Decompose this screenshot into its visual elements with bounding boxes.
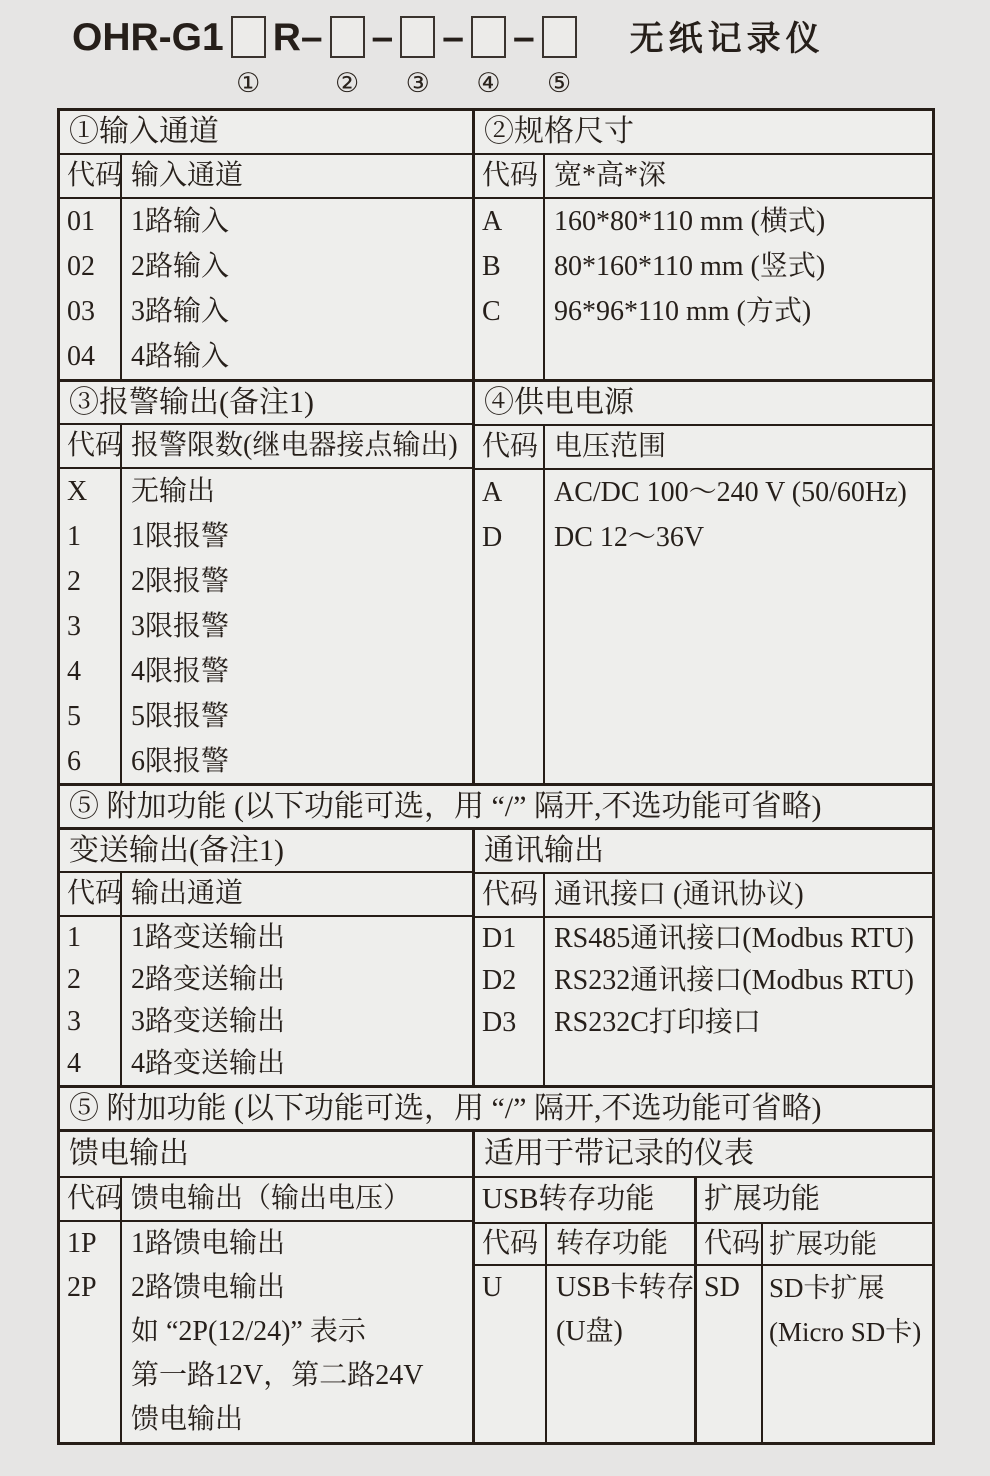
section-comm-output	[475, 830, 932, 1085]
record-models-columns	[475, 1178, 932, 1442]
desc-cell: USB卡转存	[556, 1272, 694, 1303]
column-header-desc: 扩展功能	[769, 1229, 877, 1259]
section-subheader	[475, 155, 932, 199]
section-subheader	[60, 873, 472, 917]
section-body	[475, 918, 932, 1085]
column-header-code: 代码	[475, 874, 545, 916]
code-cell: D	[482, 522, 503, 553]
band-feed-record	[60, 1129, 932, 1442]
column-header-code: 代码	[60, 1178, 122, 1220]
code-cell: D2	[482, 965, 517, 996]
section-title: ③报警输出(备注1)	[60, 382, 472, 425]
desc-cell: (U盘)	[556, 1316, 623, 1347]
desc-cell: RS232C打印接口	[554, 1007, 761, 1038]
code-cell: 2P	[67, 1272, 97, 1303]
code-column	[475, 470, 545, 783]
code-column	[475, 918, 545, 1085]
section-subheader	[60, 155, 472, 199]
desc-cell: (Micro SD卡)	[769, 1317, 922, 1347]
column-header-desc: 输出通道	[131, 878, 244, 909]
dash-separator: –	[512, 16, 535, 59]
code-slot-3	[400, 16, 435, 99]
code-slot-5	[542, 16, 577, 99]
column-header-desc: 转存功能	[556, 1228, 669, 1259]
code-cell: D1	[482, 923, 517, 954]
desc-column	[545, 470, 932, 783]
code-column	[475, 199, 545, 379]
desc-cell: 2限报警	[131, 566, 230, 597]
code-cell: U	[482, 1272, 503, 1303]
desc-cell: 无输出	[131, 476, 216, 507]
desc-cell: 2路输入	[131, 251, 230, 282]
model-prefix: OHR-G1	[72, 16, 224, 59]
code-cell: B	[482, 251, 501, 282]
code-box-4	[471, 16, 506, 58]
code-cell: A	[482, 206, 503, 237]
subsection-body	[697, 1266, 932, 1442]
desc-cell: RS485通讯接口(Modbus RTU)	[554, 923, 915, 954]
column-header-code: 代码	[60, 155, 122, 197]
model-code-line	[72, 16, 990, 99]
desc-column	[122, 1222, 472, 1442]
code-box-2	[330, 16, 365, 58]
section-title: 适用于带记录的仪表	[475, 1132, 932, 1178]
section-record-models	[475, 1132, 932, 1442]
subsection-title: USB转存功能	[475, 1178, 694, 1224]
code-cell: A	[482, 477, 503, 508]
additional-functions-note-2: ⑤ 附加功能 (以下功能可选，用 “/” 隔开,不选功能可省略)	[60, 1085, 932, 1129]
subsection-sd-expansion	[697, 1178, 932, 1442]
section-subheader	[475, 426, 932, 470]
position-label-3: ③	[405, 68, 430, 99]
code-cell: 02	[67, 251, 95, 282]
desc-cell: 3路输入	[131, 296, 230, 327]
subsection-body	[475, 1266, 694, 1442]
subsection-usb-transfer	[475, 1178, 697, 1442]
code-cell: 01	[67, 206, 95, 237]
section-feed-output	[60, 1132, 475, 1442]
desc-cell: 1路输入	[131, 206, 230, 237]
section-title: 馈电输出	[60, 1132, 472, 1178]
desc-cell: AC/DC 100～240 V (50/60Hz)	[554, 477, 907, 508]
section-body	[475, 470, 932, 783]
section-dimensions	[475, 111, 932, 379]
code-cell: 6	[67, 746, 81, 777]
code-cell: 3	[67, 1006, 81, 1037]
code-box-5	[542, 16, 577, 58]
desc-cell: 4路变送输出	[131, 1048, 286, 1079]
code-cell: 4	[67, 1048, 81, 1079]
section-subheader	[60, 425, 472, 469]
code-cell	[67, 1398, 120, 1442]
code-cell: 5	[67, 701, 81, 732]
position-label-5: ⑤	[547, 68, 572, 99]
code-column	[475, 1266, 547, 1442]
column-header-desc: 通讯接口 (通讯协议)	[554, 879, 804, 910]
code-cell: 2	[67, 566, 81, 597]
desc-cell: 1限报警	[131, 521, 230, 552]
band-transmit-comm	[60, 827, 932, 1085]
section-input-channel	[60, 111, 475, 379]
section-alarm-output	[60, 382, 475, 783]
code-cell: C	[482, 296, 501, 327]
code-box-3	[400, 16, 435, 58]
product-name: 无纸记录仪	[629, 20, 825, 58]
code-column	[60, 469, 122, 784]
column-header-desc: 电压范围	[554, 431, 667, 462]
desc-cell: 96*96*110 mm (方式)	[554, 296, 812, 327]
subsection-subheader	[475, 1224, 694, 1266]
code-cell	[67, 1310, 120, 1354]
section-subheader	[475, 874, 932, 918]
code-column	[60, 917, 122, 1085]
desc-cell: 4限报警	[131, 656, 230, 687]
model-segment-r: R–	[272, 16, 323, 59]
desc-column	[545, 199, 932, 379]
code-column	[60, 1222, 122, 1442]
model-selection-table	[57, 108, 935, 1445]
desc-cell: 2路馈电输出	[131, 1272, 286, 1303]
desc-cell: 2路变送输出	[131, 964, 286, 995]
column-header-code: 代码	[475, 1224, 547, 1264]
code-cell: 1	[67, 521, 81, 552]
position-label-2: ②	[334, 68, 360, 99]
desc-cell: 1路馈电输出	[131, 1228, 286, 1259]
code-cell	[704, 1310, 761, 1354]
section-title: 变送输出(备注1)	[60, 830, 472, 873]
subsection-subheader	[697, 1224, 932, 1266]
section-body	[60, 199, 472, 379]
dash-separator: –	[442, 16, 464, 59]
code-slot-2	[330, 16, 365, 99]
section-body	[60, 469, 472, 784]
dash-separator: –	[371, 16, 394, 59]
section-body	[475, 199, 932, 379]
ordering-code-header	[0, 0, 990, 108]
section-body	[60, 1222, 472, 1442]
band-input-dimensions	[60, 111, 932, 379]
section-power-supply	[475, 382, 932, 783]
desc-column	[122, 917, 472, 1085]
position-label-1: ①	[236, 68, 261, 99]
section-transmit-output	[60, 830, 475, 1085]
desc-cell: 第一路12V，第二路24V	[131, 1360, 424, 1391]
code-cell: D3	[482, 1007, 517, 1038]
desc-cell: 4路输入	[131, 341, 230, 372]
desc-cell: 6限报警	[131, 746, 230, 777]
column-header-code: 代码	[697, 1224, 763, 1264]
code-cell: 2	[67, 964, 81, 995]
code-cell: 4	[67, 656, 81, 687]
desc-cell: 80*160*110 mm (竖式)	[554, 251, 826, 282]
additional-functions-note-1: ⑤ 附加功能 (以下功能可选，用 “/” 隔开,不选功能可省略)	[60, 783, 932, 827]
column-header-desc: 报警限数(继电器接点输出)	[131, 430, 458, 461]
column-header-desc: 输入通道	[131, 160, 244, 191]
desc-cell: DC 12～36V	[554, 522, 705, 553]
section-title: 通讯输出	[475, 830, 932, 874]
column-header-desc: 宽*高*深	[554, 160, 667, 191]
section-title: ④供电电源	[475, 382, 932, 426]
desc-column	[763, 1266, 932, 1442]
desc-column	[122, 199, 472, 379]
desc-cell: 5限报警	[131, 701, 230, 732]
section-title: ②规格尺寸	[475, 111, 932, 155]
code-column	[60, 199, 122, 379]
code-box-1	[231, 16, 266, 58]
desc-cell: SD卡扩展	[769, 1273, 885, 1303]
desc-column	[547, 1266, 694, 1442]
desc-cell: 3限报警	[131, 611, 230, 642]
subsection-title: 扩展功能	[697, 1178, 932, 1224]
code-cell	[67, 1354, 120, 1398]
column-header-desc: 馈电输出（输出电压）	[131, 1183, 412, 1214]
position-label-4: ④	[476, 68, 501, 99]
desc-cell: 馈电输出	[131, 1404, 244, 1435]
desc-cell: 如 “2P(12/24)” 表示	[131, 1316, 366, 1347]
code-cell	[482, 1310, 545, 1354]
code-cell: 03	[67, 296, 95, 327]
code-cell: X	[67, 476, 88, 507]
code-cell: 1P	[67, 1228, 97, 1259]
desc-column	[545, 918, 932, 1085]
column-header-code: 代码	[60, 425, 122, 467]
desc-cell: 1路变送输出	[131, 922, 286, 953]
desc-column	[122, 469, 472, 784]
desc-cell: RS232通讯接口(Modbus RTU)	[554, 965, 915, 996]
section-body	[60, 917, 472, 1085]
section-title: ①输入通道	[60, 111, 472, 155]
column-header-code: 代码	[475, 426, 545, 468]
desc-cell: 3路变送输出	[131, 1006, 286, 1037]
code-slot-4	[471, 16, 506, 99]
column-header-code: 代码	[60, 873, 122, 915]
desc-cell: 160*80*110 mm (横式)	[554, 206, 826, 237]
code-slot-1	[231, 16, 266, 99]
column-header-code: 代码	[475, 155, 545, 197]
code-cell: 1	[67, 922, 81, 953]
code-column	[697, 1266, 763, 1442]
code-cell: SD	[704, 1272, 740, 1303]
code-cell: 3	[67, 611, 81, 642]
code-cell: 04	[67, 341, 95, 372]
band-alarm-power	[60, 379, 932, 783]
section-subheader	[60, 1178, 472, 1222]
